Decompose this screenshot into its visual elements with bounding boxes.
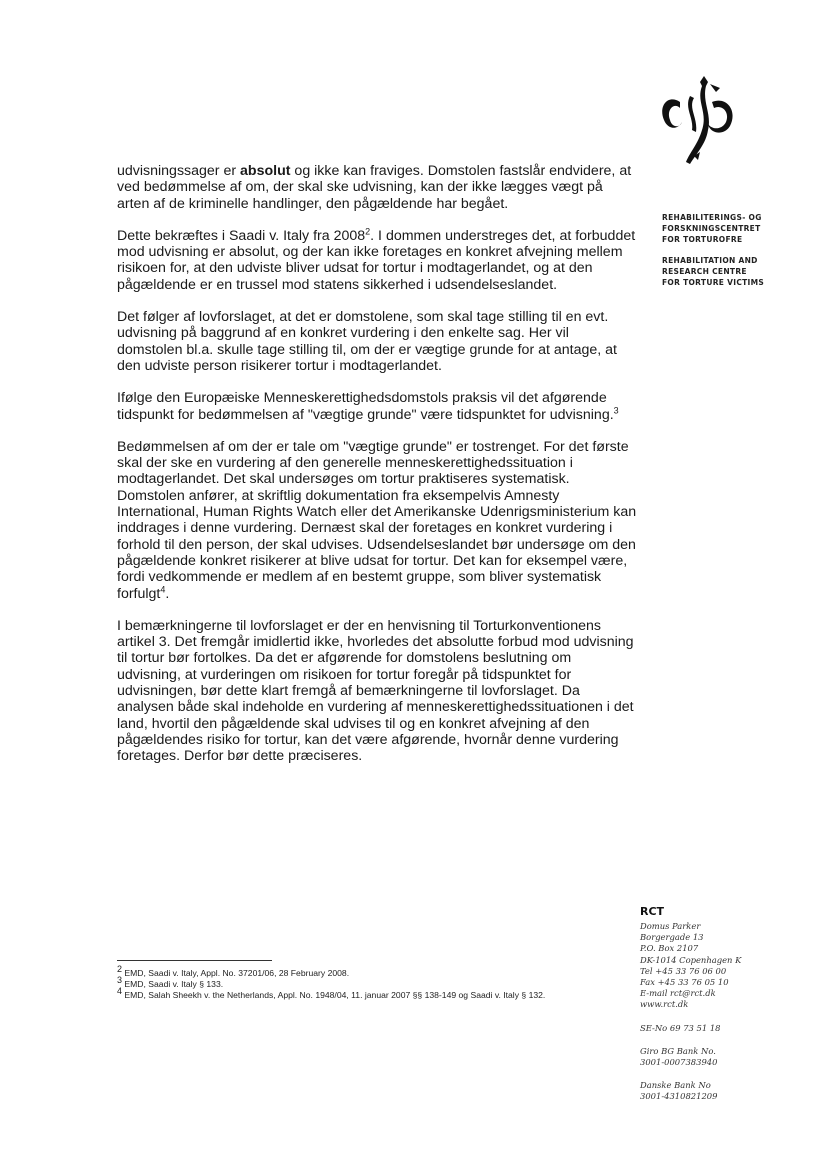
paragraph-5 (117, 439, 637, 602)
danske-label: Danske Bank No (640, 1080, 711, 1091)
footnote-4-text: EMD, Salah Sheekh v. the Netherlands, Appl. No. 1948/04, 11. januar 2007 §§ 138-149 og Saadi v. Italy § 132. (122, 989, 546, 1000)
org-english-line-3: FOR TORTURE VICTIMS (662, 278, 765, 287)
contact-name: RCT (640, 905, 665, 918)
footnote-3 (117, 974, 642, 990)
footnote-ref-4[interactable]: 4 (160, 583, 166, 594)
organization-name-danish (662, 212, 802, 245)
p2-text-before: Dette bekræftes i Saadi v. Italy fra 2008 (117, 227, 366, 244)
phone: Tel +45 33 76 06 00 (640, 965, 727, 976)
se-number: SE-No 69 73 51 18 (640, 1022, 721, 1033)
footnotes (117, 964, 642, 1000)
letter-body (117, 163, 637, 765)
website-link[interactable]: www.rct.dk (640, 999, 689, 1010)
footnote-divider (117, 960, 272, 961)
address-line-2: Borgergade 13 (640, 932, 704, 943)
footnote-4 (117, 985, 642, 1001)
email-link[interactable]: E-mail rct@rct.dk (640, 988, 716, 999)
footnote-3-text: EMD, Saadi v. Italy § 133. (122, 978, 224, 989)
organization-name (662, 212, 802, 298)
spacer (640, 1068, 810, 1080)
spacer (640, 1011, 810, 1023)
paragraph-2 (117, 228, 637, 293)
p1-bold-word: absolut (240, 163, 291, 179)
paragraph-4 (117, 390, 637, 423)
p2-text-after: . I dommen understreges det, at forbuddet mod udvisning er absolut, og der kan ikke foretages en konkret afvejning mellem risikoen for, at den udviste bliver udsat for tortur i modtagerlandet, og at den pågældende er en trussel mod statens sikkerhed i udsendelseslandet. (117, 227, 636, 293)
footnote-2-number: 2 (117, 964, 123, 975)
address-line-3: P.O. Box 2107 (640, 943, 699, 954)
footnote-3-number: 3 (117, 974, 123, 985)
rct-hands-logo-icon (650, 72, 742, 168)
org-danish-line-1: REHABILITERINGS- OG (662, 213, 762, 222)
fax: Fax +45 33 76 05 10 (640, 977, 729, 988)
paragraph-3: Det følger af lovforslaget, at det er domstolene, som skal tage stilling til en evt. udvisning på baggrund af en konkret vurdering i den enkelte sag. Her vil domstolen bl.a. skulle tage stilling til, om der er vægtige grunde for at antage, at den udviste person risikerer tortur i modtagerlandet. (117, 309, 617, 374)
org-danish-line-3: FOR TORTUROFRE (662, 235, 743, 244)
footnote-ref-3[interactable]: 3 (613, 404, 619, 415)
footnote-ref-2[interactable]: 2 (365, 226, 371, 237)
footnote-4-number: 4 (117, 985, 123, 996)
p1-text-after: og ikke kan fraviges. Domstolen fastslår endvidere, at ved bedømmelse af om, der skal ske udvisning, kan der ikke lægges vægt på arten af de kriminelle handlinger, den pågældende har begået. (117, 163, 632, 212)
giro-label: Giro BG Bank No. (640, 1045, 716, 1056)
address-line-4: DK-1014 Copenhagen K (640, 954, 742, 965)
footnote-2-text: EMD, Saadi v. Italy, Appl. No. 37201/06, 28 February 2008. (122, 968, 350, 978)
giro-number: 3001-0007383940 (640, 1057, 718, 1068)
spacer (640, 1034, 810, 1046)
org-english-line-1: REHABILITATION AND (662, 256, 758, 265)
p1-text-before: udvisningssager er (117, 163, 241, 179)
org-english-line-2: RESEARCH CENTRE (662, 267, 747, 276)
danske-number: 3001-4310821209 (640, 1091, 718, 1102)
contact-info (640, 903, 810, 1103)
organization-name-english (662, 255, 802, 288)
paragraph-6: I bemærkningerne til lovforslaget er der en henvisning til Torturkonventionens artikel 3. Det fremgår imidlertid ikke, hvorledes det absolutte forbud mod udvisning til tortur bør fortolkes. Da det er afgørende for domstolens beslutning om udvisning, at vurderingen om risikoen for tortur foregår på tidspunktet for udvisningen, bør dette klart fremgå af bemærkningerne til lovforslaget. Da analysen både skal indeholde en vurdering af menneskerettighedssituationen i det land, hvortil den pågældende skal udvises til og en konkret afvejning af den pågældendes risiko for tortur, kan det være afgørende, hvornår denne vurdering foretages. Derfor bør dette præciseres. (117, 617, 634, 765)
footnote-2 (117, 964, 642, 979)
p5-text: Bedømmelsen af om der er tale om "vægtige grunde" er tostrenget. For det første skal der ske en vurdering af den generelle menneskerettighedssituation i modtagerlandet. Det skal undersøges om tortur praktiseres systematisk. Domstolen anfører, at skriftlig dokumentation fra eksempelvis Amnesty International, Human Rights Watch eller det Amerikanske Udenrigsministerium kan inddrages i denne vurdering. Dernæst skal der foretages en konkret vurdering i forhold til den person, der skal udvises. Udsendelseslandet bør undersøge om den pågældende konkret risikerer at blive udsat for tortur. Det kan for eksempel være, fordi vedkommende er medlem af en bestemt gruppe, som bliver systematisk forfulgt (117, 438, 637, 602)
paragraph-1 (117, 163, 637, 212)
p5-text-after: . (165, 585, 170, 602)
address-line-1: Domus Parker (640, 921, 701, 931)
p4-text: Ifølge den Europæiske Menneskerettighedsdomstols praksis vil det afgørende tidspunkt for bedømmelsen af "vægtige grunde" være tidspunktet for udvisning. (117, 390, 614, 423)
org-danish-line-2: FORSKNINGSCENTRET (662, 224, 761, 233)
